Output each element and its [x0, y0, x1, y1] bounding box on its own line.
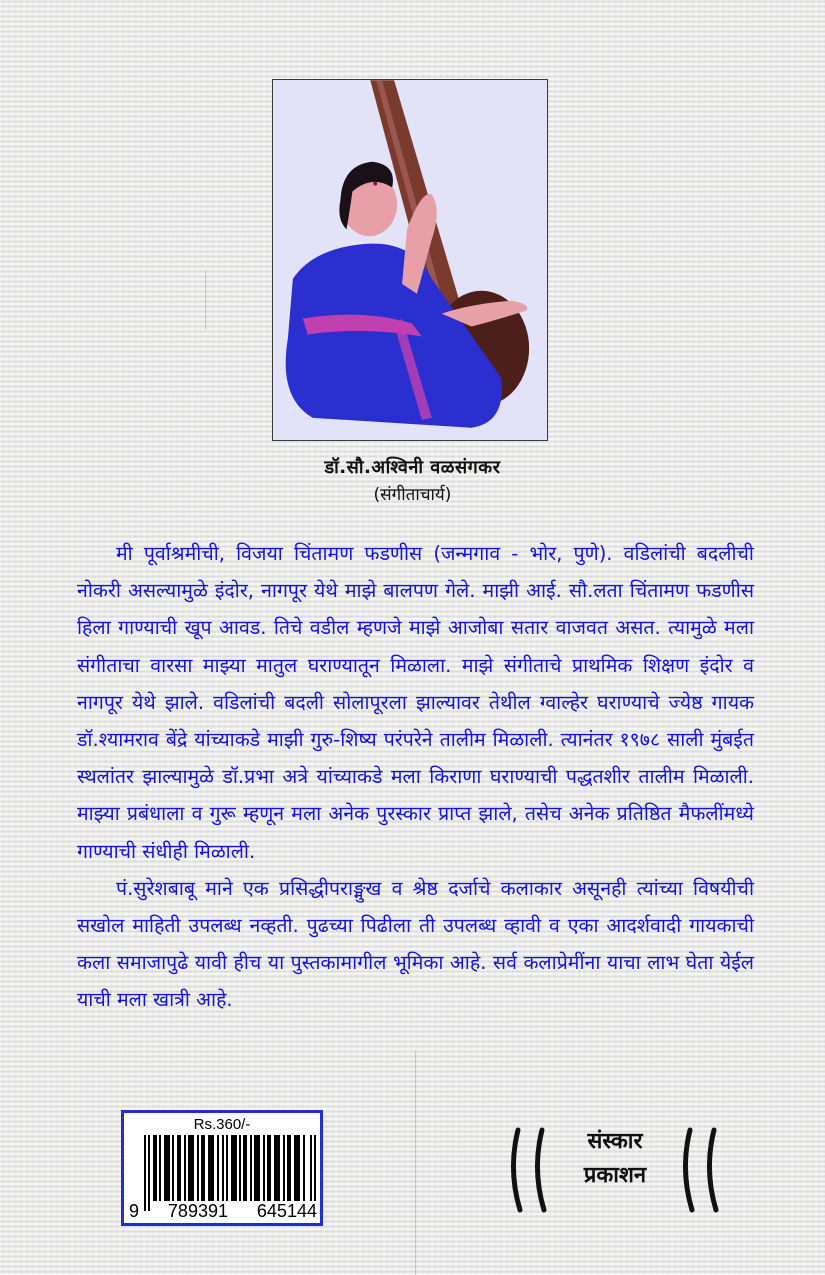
isbn-digit-group: 9	[129, 1201, 140, 1221]
bio-paragraph: मी पूर्वाश्रमीची, विजया चिंतामण फडणीस (जन्मगाव - भोर, पुणे). वडिलांची बदलीची नोकरी असल्यामुळे इंदोर, नागपूर येथे माझे बालपण गेले. माझी आई. सौ.लता चिंतामण फडणीस हिला गाण्याची खूप आवड. तिचे वडील म्हणजे माझे आजोबा सतार वाजवत असत. त्यामुळे मला संगीताचा वारसा माझ्या मातुल घराण्यातून मिळाला. माझे संगीताचे प्राथमिक शिक्षण इंदोर व नागपूर येथे झाले. वडिलांची बदली सोलापूरला झाल्यावर तेथील ग्वाल्हेर घराण्याचे ज्येष्ठ गायक डॉ.श्यामराव बेंद्रे यांच्याकडे माझी गुरु-शिष्य परंपरेने तालीम मिळाली. त्यानंतर १९७८ साली मुंबईत स्थलांतर झाल्यामुळे डॉ.प्रभा अत्रे यांच्याकडे मला किराणा घराण्याची पद्धतशीर तालीम मिळाली. माझ्या प्रबंधाला व गुरू म्हणून मला अनेक पुरस्कार प्राप्त झाले, तसेच अनेक प्रतिष्ठित मैफलींमध्ये गाण्याची संधीही मिळाली.	[77, 542, 754, 863]
fold-line	[415, 1050, 416, 1275]
barcode-icon	[144, 1135, 316, 1211]
isbn-digit-group: 789391	[167, 1201, 228, 1221]
publisher-line2: प्रकाशन	[583, 1163, 647, 1188]
isbn-number	[128, 1201, 318, 1222]
isbn-digit-group: 645144	[256, 1201, 317, 1221]
price-label: Rs.360/-	[193, 1116, 251, 1133]
publisher-line1: संस्कार	[587, 1129, 643, 1154]
barcode-box	[121, 1110, 323, 1226]
publisher-logo	[500, 1125, 730, 1215]
author-title: (संगीताचार्य)	[373, 485, 452, 505]
author-photo	[272, 79, 548, 441]
crop-mark-line	[205, 270, 206, 330]
bio-paragraph: पं.सुरेशबाबू माने एक प्रसिद्धीपराङ्मुख व श्रेष्ठ दर्जाचे कलाकार असूनही त्यांच्या विषयीची सखोल माहिती उपलब्ध नव्हती. पुढच्या पिढीला ती उपलब्ध व्हावी व एका आदर्शवादी गायकाची कला समाजापुढे यावी हीच या पुस्तकामागील भूमिका आहे. सर्व कलाप्रेमींना याचा लाभ घेता येईल याची मला खात्री आहे.	[77, 876, 754, 1012]
publisher-name	[562, 1125, 668, 1193]
author-name: डॉ.सौ.अश्विनी वळसंगकर	[324, 457, 501, 478]
author-bio	[77, 535, 754, 1019]
portrait-photo-icon	[273, 80, 547, 440]
